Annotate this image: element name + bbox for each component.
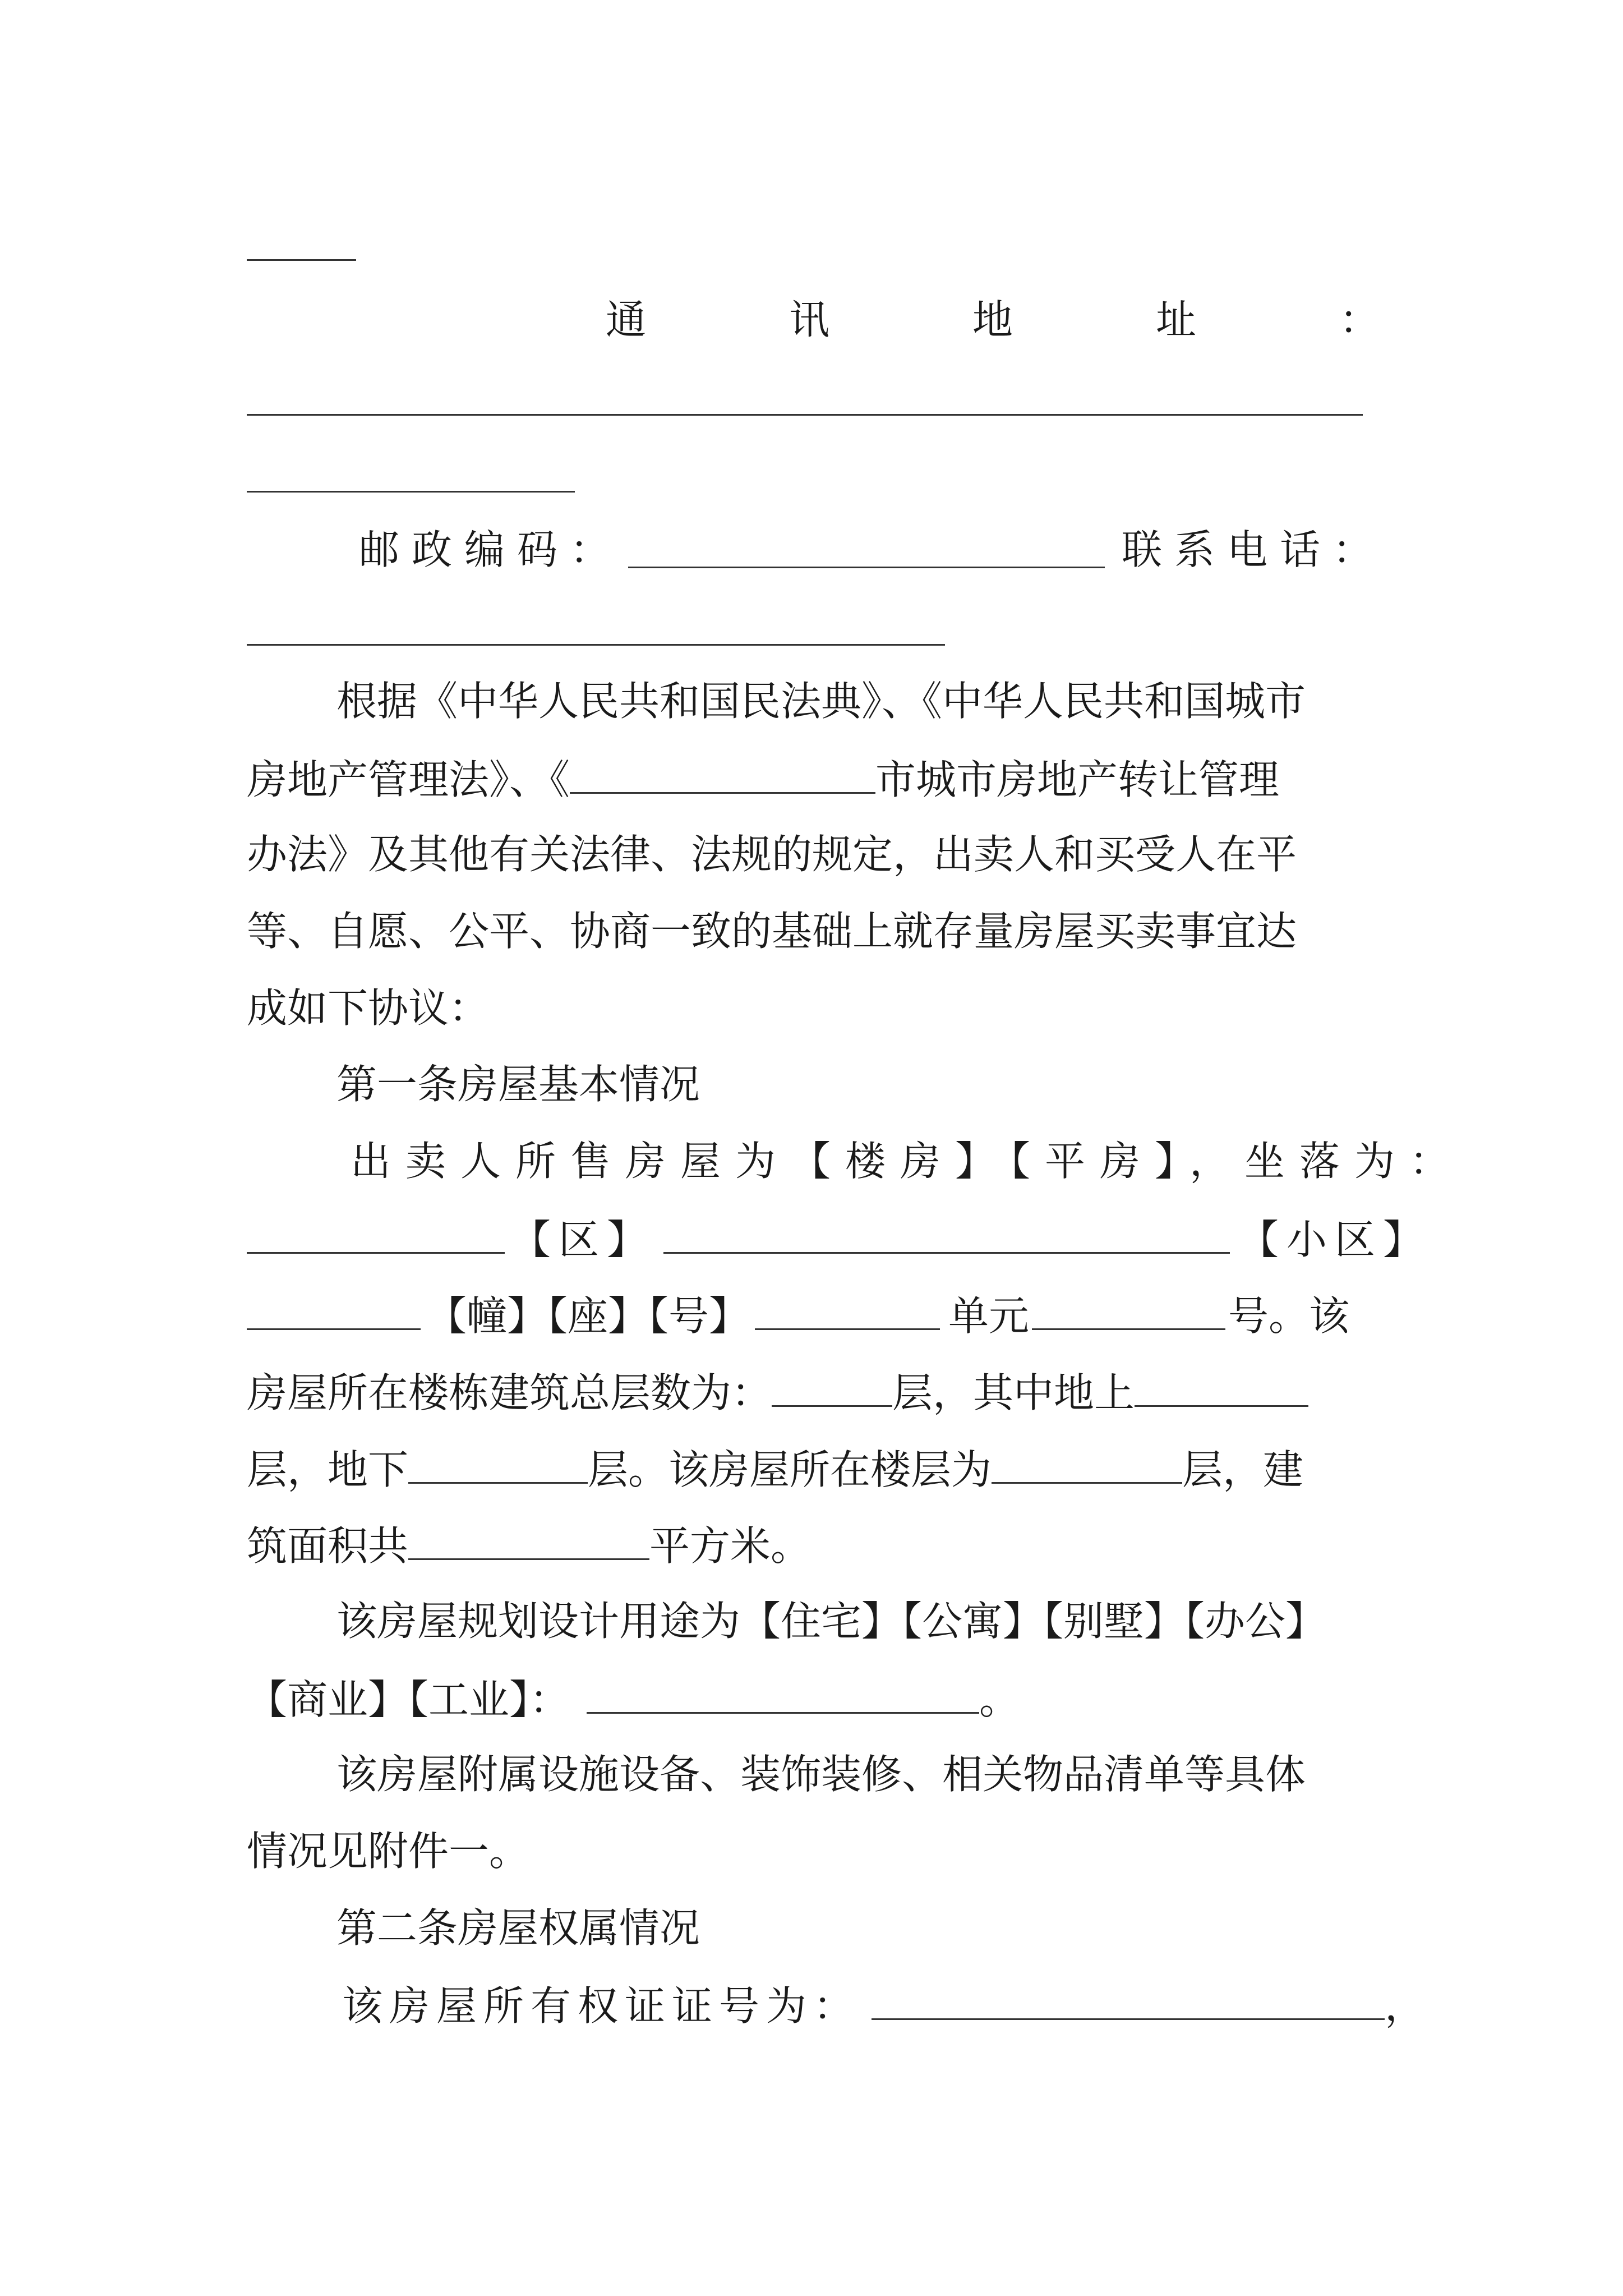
address-blank-2 — [247, 491, 575, 493]
location-line-3 — [247, 1289, 1385, 1341]
total-floors-label: 房屋所在楼栋建筑总层数为： — [247, 1369, 772, 1416]
address-char-3: 地 — [972, 296, 1013, 343]
above-ground-label: 层，其中地上 — [892, 1369, 1135, 1416]
preamble-line-4: 等、自愿、公平、协商一致的基础上就存量房屋买卖事宜达 — [247, 908, 1297, 955]
address-char-2: 讯 — [789, 296, 829, 343]
floors-line-2 — [247, 1443, 1385, 1495]
city-blank — [570, 753, 875, 794]
use-line-1: 该房屋规划设计用途为【住宅】【公寓】【别墅】【办公】 — [336, 1598, 1326, 1645]
preamble-line-1: 根据《中华人民共和国民法典》、《中华人民共和国城市 — [336, 678, 1306, 725]
use-options: 【商业】【工业】： — [247, 1676, 570, 1723]
building-blank — [247, 1289, 421, 1330]
location-line-2 — [247, 1213, 1432, 1265]
floors-line-1 — [247, 1366, 1385, 1418]
article2-title: 第二条房屋权属情况 — [336, 1904, 700, 1952]
postcode-blank — [628, 567, 1105, 568]
address-char-1: 通 — [606, 296, 647, 343]
floors-line-2-end: 层，建 — [1182, 1446, 1304, 1493]
located-floor-label: 层。该房屋所在楼层为 — [588, 1446, 992, 1493]
number-blank — [1032, 1289, 1225, 1330]
below-ground-label: 层，地下 — [247, 1446, 409, 1493]
postcode-label: 邮政编码： — [359, 526, 623, 573]
blank-line-top — [247, 259, 356, 261]
area-label: 筑面积共 — [247, 1522, 409, 1570]
cert-end: ， — [1385, 1982, 1426, 2030]
below-ground-blank — [408, 1443, 588, 1484]
phone-label: 联系电话： — [1122, 526, 1386, 573]
address-char-4: 址 — [1155, 296, 1196, 343]
cert-label: 该房屋所有权证证号为： — [342, 1982, 861, 2030]
preamble-line-5: 成如下协议： — [247, 984, 490, 1032]
address-char-5: ： — [1339, 296, 1380, 343]
cert-line — [342, 1979, 1481, 2031]
district-blank — [247, 1213, 505, 1254]
area-blank — [408, 1519, 649, 1560]
preamble-line-2a: 房地产管理法》、《 — [247, 756, 570, 803]
preamble-line-2 — [247, 753, 1385, 805]
fixtures-line-1: 该房屋附属设施设备、装饰装修、相关物品清单等具体 — [336, 1751, 1306, 1798]
community-label: 【小区】 — [1238, 1216, 1432, 1263]
use-line-2 — [247, 1673, 1385, 1725]
building-label: 【幢】【座】【号】 — [426, 1292, 750, 1340]
unit-label: 单元 — [948, 1292, 1030, 1340]
location-line-1: 出卖人所售房屋为【楼房】【平房】，坐落为： — [351, 1138, 1465, 1185]
area-unit: 平方米。 — [649, 1522, 811, 1570]
above-ground-blank — [1135, 1366, 1308, 1407]
preamble-line-3: 办法》及其他有关法律、法规的规定，出卖人和买受人在平 — [247, 831, 1297, 878]
unit-blank — [755, 1289, 940, 1330]
number-end: 号。该 — [1228, 1292, 1350, 1340]
address-blank-1 — [247, 414, 1363, 416]
located-floor-blank — [992, 1443, 1182, 1484]
use-end: 。 — [979, 1676, 1020, 1723]
phone-blank — [247, 644, 945, 646]
cert-blank — [872, 1979, 1385, 2020]
preamble-line-2b: 市城市房地产转让管理 — [875, 756, 1280, 803]
total-floors-blank — [772, 1366, 892, 1407]
address-label — [606, 295, 1380, 345]
article1-title: 第一条房屋基本情况 — [336, 1061, 700, 1108]
use-blank — [587, 1673, 979, 1714]
community-blank — [663, 1213, 1230, 1254]
fixtures-line-2: 情况见附件一。 — [247, 1828, 530, 1875]
district-label: 【区】 — [510, 1216, 656, 1263]
area-line — [247, 1519, 1385, 1571]
